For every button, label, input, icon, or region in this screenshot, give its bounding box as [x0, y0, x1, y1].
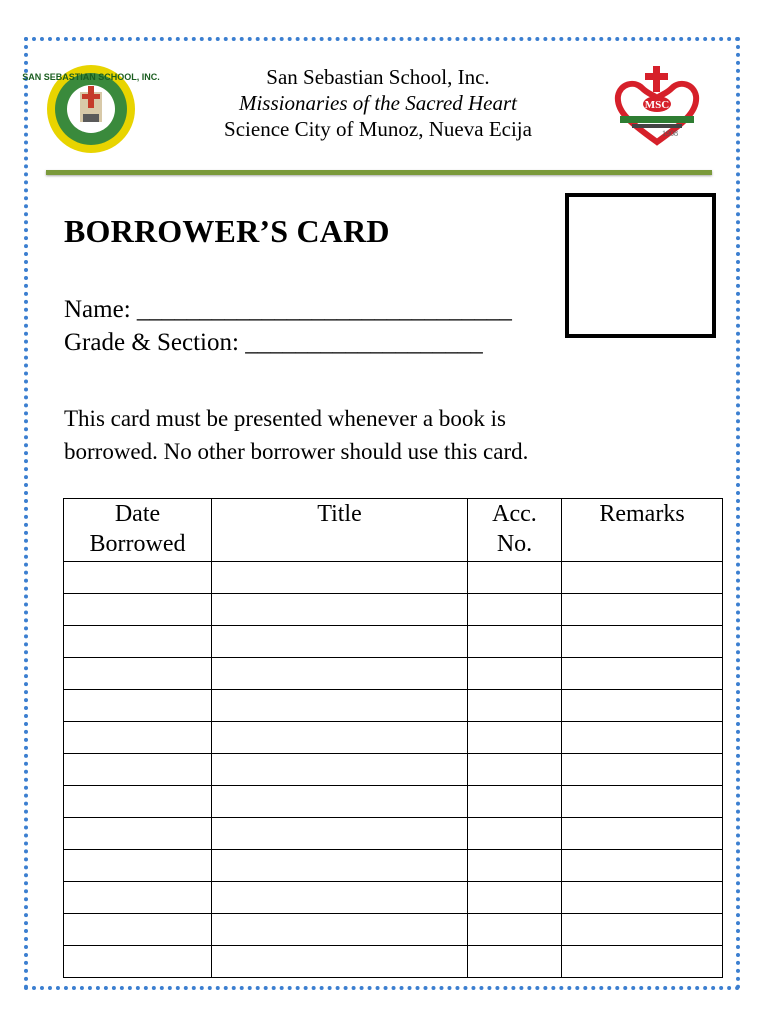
- header-title: Title: [212, 499, 468, 562]
- cell-date-borrowed[interactable]: [64, 946, 212, 978]
- table-row: [64, 786, 723, 818]
- msc-heart-logo: [612, 64, 702, 146]
- table-row: [64, 658, 723, 690]
- table-body: [64, 562, 723, 978]
- school-name: San Sebastian School, Inc.: [266, 65, 490, 89]
- cell-title[interactable]: [212, 914, 468, 946]
- msc-text: MSC: [644, 99, 670, 111]
- cell-remarks[interactable]: [562, 946, 723, 978]
- table-row: [64, 850, 723, 882]
- cell-remarks[interactable]: [562, 722, 723, 754]
- cell-remarks[interactable]: [562, 882, 723, 914]
- header-date-borrowed: Date Borrowed: [64, 499, 212, 562]
- cell-acc-no[interactable]: [468, 690, 562, 722]
- table-row: [64, 754, 723, 786]
- cell-title[interactable]: [212, 818, 468, 850]
- table-row: [64, 722, 723, 754]
- cell-title[interactable]: [212, 786, 468, 818]
- notice-line-1: This card must be presented whenever a book is: [64, 406, 506, 431]
- table-row: [64, 594, 723, 626]
- msc-year: 1908: [662, 129, 678, 138]
- name-field: Name: ______________________________: [64, 296, 512, 323]
- card-notice: [64, 402, 664, 468]
- table-row: [64, 914, 723, 946]
- congregation-name: Missionaries of the Sacred Heart: [238, 91, 518, 115]
- table-row: [64, 818, 723, 850]
- school-seal-logo: [22, 64, 160, 154]
- cell-date-borrowed[interactable]: [64, 850, 212, 882]
- cell-acc-no[interactable]: [468, 914, 562, 946]
- cell-title[interactable]: [212, 722, 468, 754]
- cell-date-borrowed[interactable]: [64, 722, 212, 754]
- table-row: [64, 626, 723, 658]
- cell-acc-no[interactable]: [468, 882, 562, 914]
- cell-title[interactable]: [212, 850, 468, 882]
- cell-date-borrowed[interactable]: [64, 626, 212, 658]
- grade-section-field: Grade & Section: ___________________: [64, 329, 483, 356]
- cell-title[interactable]: [212, 946, 468, 978]
- cell-acc-no[interactable]: [468, 626, 562, 658]
- cell-title[interactable]: [212, 594, 468, 626]
- cell-date-borrowed[interactable]: [64, 594, 212, 626]
- header-divider: [46, 170, 712, 175]
- cell-acc-no[interactable]: [468, 594, 562, 626]
- cell-remarks[interactable]: [562, 914, 723, 946]
- photo-box: [565, 193, 716, 338]
- cell-acc-no[interactable]: [468, 946, 562, 978]
- cell-date-borrowed[interactable]: [64, 690, 212, 722]
- cell-remarks[interactable]: [562, 850, 723, 882]
- cell-date-borrowed[interactable]: [64, 914, 212, 946]
- cell-acc-no[interactable]: [468, 850, 562, 882]
- cell-title[interactable]: [212, 562, 468, 594]
- cell-title[interactable]: [212, 882, 468, 914]
- table-header-row: [64, 499, 723, 562]
- school-location: Science City of Munoz, Nueva Ecija: [224, 117, 532, 141]
- header-remarks: Remarks: [562, 499, 723, 562]
- cell-acc-no[interactable]: [468, 562, 562, 594]
- cell-acc-no[interactable]: [468, 786, 562, 818]
- cell-remarks[interactable]: [562, 594, 723, 626]
- cell-remarks[interactable]: [562, 754, 723, 786]
- borrowing-log-table: [63, 498, 723, 978]
- header-acc-no: Acc. No.: [468, 499, 562, 562]
- card-title: BORROWER’S CARD: [64, 213, 390, 249]
- cell-remarks[interactable]: [562, 690, 723, 722]
- table-row: [64, 690, 723, 722]
- cell-title[interactable]: [212, 690, 468, 722]
- cell-acc-no[interactable]: [468, 722, 562, 754]
- cell-remarks[interactable]: [562, 658, 723, 690]
- cell-remarks[interactable]: [562, 562, 723, 594]
- cell-remarks[interactable]: [562, 786, 723, 818]
- cell-date-borrowed[interactable]: [64, 786, 212, 818]
- cell-date-borrowed[interactable]: [64, 754, 212, 786]
- table-row: [64, 882, 723, 914]
- school-heading: [150, 64, 606, 142]
- cell-title[interactable]: [212, 658, 468, 690]
- cell-date-borrowed[interactable]: [64, 882, 212, 914]
- cell-remarks[interactable]: [562, 626, 723, 658]
- cell-date-borrowed[interactable]: [64, 818, 212, 850]
- notice-line-2: borrowed. No other borrower should use this card.: [64, 439, 529, 464]
- cell-title[interactable]: [212, 626, 468, 658]
- cell-date-borrowed[interactable]: [64, 562, 212, 594]
- cell-acc-no[interactable]: [468, 754, 562, 786]
- cell-title[interactable]: [212, 754, 468, 786]
- cell-acc-no[interactable]: [468, 658, 562, 690]
- cell-remarks[interactable]: [562, 818, 723, 850]
- seal-text: SAN SEBASTIAN SCHOOL, INC.: [22, 72, 160, 82]
- cell-date-borrowed[interactable]: [64, 658, 212, 690]
- table-row: [64, 562, 723, 594]
- table-row: [64, 946, 723, 978]
- cell-acc-no[interactable]: [468, 818, 562, 850]
